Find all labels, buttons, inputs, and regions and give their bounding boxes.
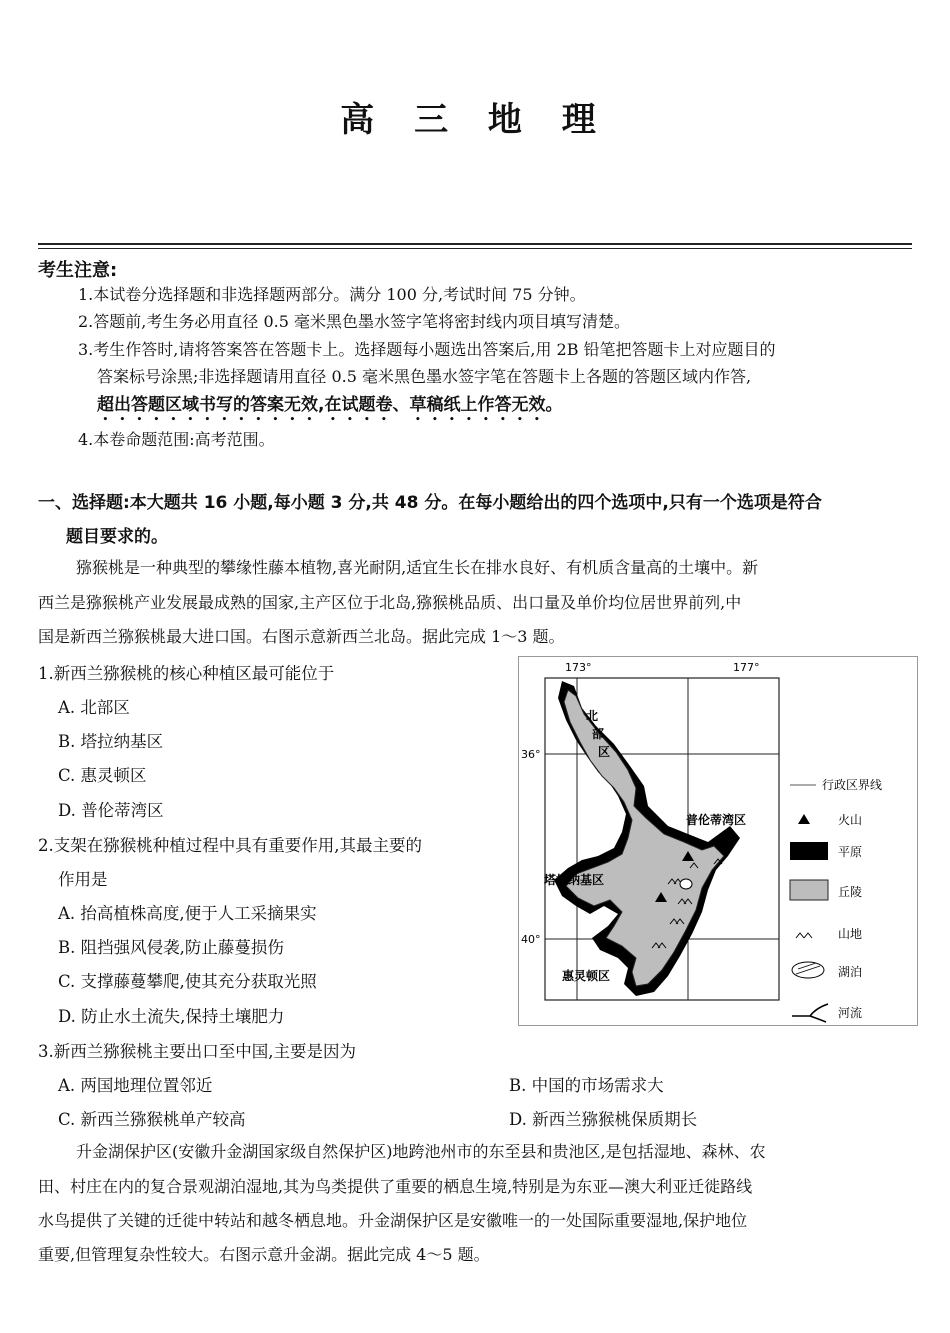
- lon-label: 177°: [733, 661, 760, 674]
- river-icon: [792, 1004, 828, 1022]
- legend-hill-swatch: [790, 880, 828, 900]
- notice-item: 1.本试卷分选择题和非选择题两部分。满分 100 分,考试时间 75 分钟。: [78, 285, 586, 304]
- q1-option-d: D. 普伦蒂湾区: [58, 801, 164, 820]
- legend-label: 行政区界线: [822, 778, 883, 792]
- region-label: 惠灵顿区: [562, 969, 611, 983]
- question-1-stem: 1.新西兰猕猴桃的核心种植区最可能位于: [38, 664, 335, 683]
- notice-item: 4.本卷命题范围:高考范围。: [78, 430, 275, 449]
- q3-option-d: D. 新西兰猕猴桃保质期长: [509, 1110, 698, 1129]
- q3-option-b: B. 中国的市场需求大: [509, 1076, 664, 1095]
- q1-option-b: B. 塔拉纳基区: [58, 732, 164, 751]
- legend-label: 河流: [838, 1006, 863, 1020]
- north-island-map: [518, 656, 918, 1026]
- passage2-line: 升金湖保护区(安徽升金湖国家级自然保护区)地跨池州市的东至县和贵池区,是包括湿地、森林、农: [76, 1142, 766, 1161]
- region-label: 北: [586, 709, 599, 723]
- q1-option-a: A. 北部区: [58, 698, 130, 717]
- lake-symbol: [680, 879, 692, 889]
- header-rule-thin: [38, 248, 912, 249]
- section-heading-cont: 题目要求的。: [66, 527, 168, 547]
- question-3-stem: 3.新西兰猕猴桃主要出口至中国,主要是因为: [38, 1042, 356, 1061]
- legend-plain-swatch: [790, 842, 828, 860]
- passage1-line: 国是新西兰猕猴桃最大进口国。右图示意新西兰北岛。据此完成 1～3 题。: [38, 627, 565, 646]
- legend-label: 湖泊: [838, 965, 863, 979]
- q2-option-c: C. 支撑藤蔓攀爬,使其充分获取光照: [58, 972, 317, 991]
- legend-label: 丘陵: [838, 885, 863, 899]
- region-label: 区: [598, 745, 611, 759]
- notice-item-emphasis: 超出答题区域书写的答案无效,在试题卷、草稿纸上作答无效。: [97, 395, 563, 415]
- lon-label: 173°: [565, 661, 592, 674]
- passage2-line: 重要,但管理复杂性较大。右图示意升金湖。据此完成 4～5 题。: [38, 1245, 490, 1264]
- notice-item: 2.答题前,考生务必用直径 0.5 毫米黑色墨水签字笔将密封线内项目填写清楚。: [78, 312, 630, 331]
- q2-option-a: A. 抬高植株高度,便于人工采摘果实: [58, 904, 317, 923]
- lat-label: 40°: [521, 933, 541, 946]
- question-2-stem-cont: 作用是: [58, 870, 108, 889]
- passage2-line: 水鸟提供了关键的迁徙中转站和越冬栖息地。升金湖保护区是安徽唯一的一处国际重要湿地,保护地位: [38, 1211, 748, 1230]
- page-title: 高 三 地 理: [340, 100, 610, 140]
- passage2-line: 田、村庄在内的复合景观湖泊湿地,其为鸟类提供了重要的栖息生境,特别是为东亚—澳大利亚迁徙路线: [38, 1177, 753, 1196]
- region-label: 部: [592, 727, 605, 741]
- region-label: 普伦蒂湾区: [686, 813, 747, 827]
- legend-label: 火山: [838, 813, 863, 827]
- passage1-line: 猕猴桃是一种典型的攀缘性藤本植物,喜光耐阴,适宜生长在排水良好、有机质含量高的土壤中。新: [76, 558, 759, 577]
- q3-option-c: C. 新西兰猕猴桃单产较高: [58, 1110, 246, 1129]
- q2-option-b: B. 阻挡强风侵袭,防止藤蔓损伤: [58, 938, 284, 957]
- volcano-icon: [798, 814, 810, 824]
- legend-label: 山地: [838, 927, 863, 941]
- q3-option-a: A. 两国地理位置邻近: [58, 1076, 213, 1095]
- notice-item-continued: 答案标号涂黑;非选择题请用直径 0.5 毫米黑色墨水签字笔在答题卡上各题的答题区域内作答,: [97, 367, 752, 386]
- lat-label: 36°: [521, 748, 541, 761]
- header-rule: [38, 243, 912, 245]
- hill-area: [564, 690, 724, 986]
- notice-item: 3.考生作答时,请将答案答在答题卡上。选择题每小题选出答案后,用 2B 铅笔把答题卡上对应题目的: [78, 340, 776, 359]
- question-2-stem: 2.支架在猕猴桃种植过程中具有重要作用,其最主要的: [38, 836, 422, 855]
- passage1-line: 西兰是猕猴桃产业发展最成熟的国家,主产区位于北岛,猕猴桃品质、出口量及单价均位居世界前列,中: [38, 593, 742, 612]
- section-heading: 一、选择题:本大题共 16 小题,每小题 3 分,共 48 分。在每小题给出的四个选项中,只有一个选项是符合: [38, 493, 822, 513]
- notice-heading: 考生注意:: [38, 260, 118, 281]
- legend-label: 平原: [838, 845, 863, 859]
- mountain-icon: [796, 933, 812, 938]
- region-label: 塔拉纳基区: [544, 873, 605, 887]
- q2-option-d: D. 防止水土流失,保持土壤肥力: [58, 1007, 285, 1026]
- q1-option-c: C. 惠灵顿区: [58, 766, 147, 785]
